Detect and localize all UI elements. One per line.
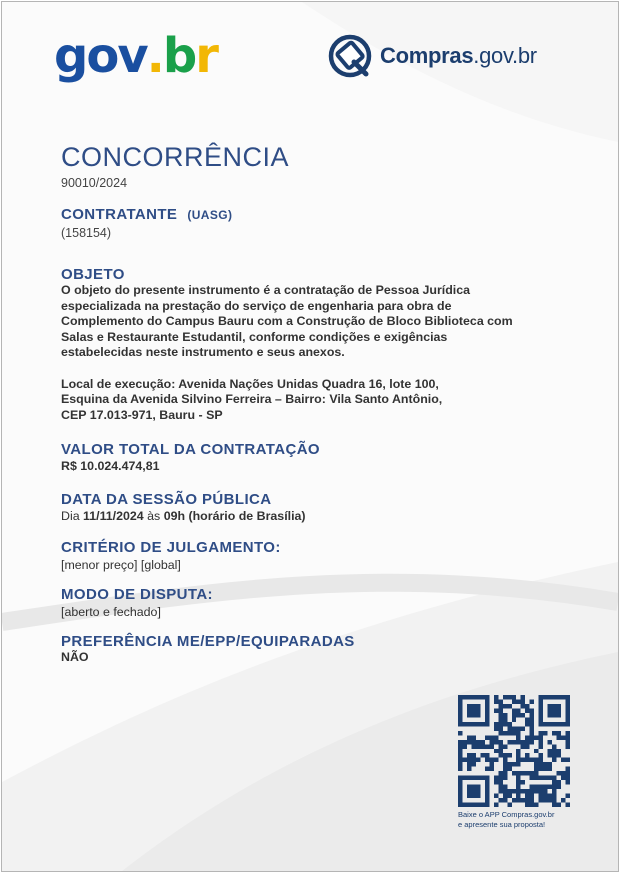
document-content xyxy=(61,142,531,665)
document-title: CONCORRÊNCIA xyxy=(61,142,290,172)
document-number: 90010/2024 xyxy=(61,176,128,190)
compras-gov-br-logo xyxy=(328,32,537,80)
document-page xyxy=(1,1,619,872)
gov-br-logo xyxy=(54,28,217,84)
modo-heading: MODO DE DISPUTA: xyxy=(61,585,213,603)
sessao-value: Dia 11/11/2024 às 09h (horário de Brasília) xyxy=(61,508,306,523)
preferencia-heading: PREFERÊNCIA ME/EPP/EQUIPARADAS xyxy=(61,632,355,650)
local-execucao-text: Local de execução: Avenida Nações Unidas Quadra 16, lote 100, Esquina da Avenida Silvino Ferreira – Bairro: Vila Santo Antônio, CEP 17.013-971, Bauru - SP xyxy=(61,376,443,422)
gov-logo-gov: gov xyxy=(54,28,147,84)
contratante-heading: CONTRATANTE (UASG) xyxy=(61,206,233,223)
sessao-heading: DATA DA SESSÃO PÚBLICA xyxy=(61,490,272,508)
compras-logo-text: Compras.gov.br xyxy=(380,43,537,68)
objeto-text: O objeto do presente instrumento é a contratação de Pessoa Jurídica especializada na prestação do serviço de engenharia para obra de Complemento do Campus Bauru com a Construção de Bloco Biblioteca com Salas e Restaurante Estudantil, conforme condições e exigências estabelecidas neste instrumento e seus anexos. xyxy=(61,283,513,359)
uasg-code: (158154) xyxy=(61,226,112,240)
gov-logo-r: r xyxy=(195,28,217,84)
qr-caption: Baixe o APP Compras.gov.br e apresente sua proposta! xyxy=(458,810,555,829)
objeto-heading: OBJETO xyxy=(61,266,125,283)
valor-value: R$ 10.024.474,81 xyxy=(61,459,160,473)
preferencia-value: NÃO xyxy=(61,649,89,664)
gov-logo-dot: . xyxy=(146,28,163,84)
modo-value: [aberto e fechado] xyxy=(61,604,161,619)
qr-code-image xyxy=(458,695,570,807)
app-qr-code xyxy=(458,695,570,812)
valor-heading: VALOR TOTAL DA CONTRATAÇÃO xyxy=(61,441,320,458)
criterio-heading: CRITÉRIO DE JULGAMENTO: xyxy=(61,538,281,556)
gov-logo-b: b xyxy=(162,28,196,84)
compras-logo-icon xyxy=(328,32,376,80)
criterio-value: [menor preço] [global] xyxy=(61,557,181,572)
